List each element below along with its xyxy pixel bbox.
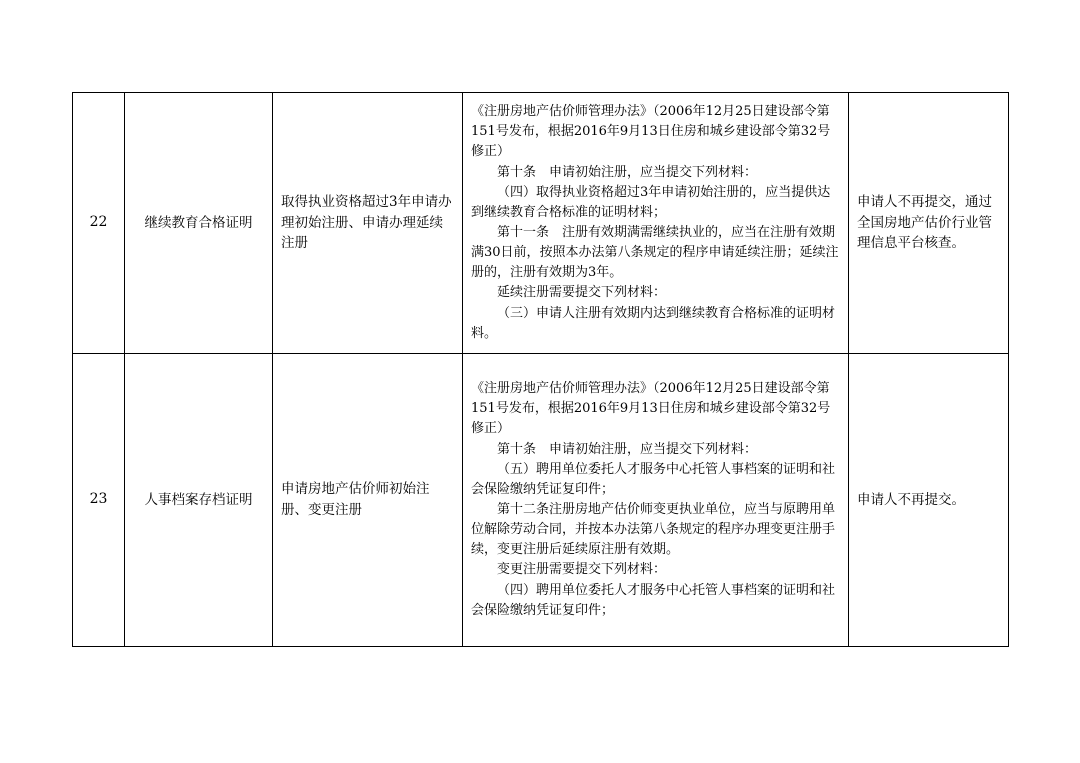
row-scene: 取得执业资格超过3年申请办理初始注册、申请办理延续注册 — [273, 93, 463, 354]
row-material-name: 人事档案存档证明 — [125, 354, 273, 647]
row-legal-basis — [463, 93, 849, 354]
row-index: 23 — [73, 354, 125, 647]
basis-paragraph: 第十一条 注册有效期满需继续执业的，应当在注册有效期满30日前，按照本办法第八条规定的程序申请延续注册；延续注册的，注册有效期为3年。 — [471, 225, 839, 281]
row-scene: 申请房地产估价师初始注册、变更注册 — [273, 354, 463, 647]
basis-paragraph: （三）申请人注册有效期内达到继续教育合格标准的证明材料。 — [471, 305, 836, 341]
basis-paragraph: 第十条 申请初始注册，应当提交下列材料： — [497, 441, 758, 457]
row-note: 申请人不再提交，通过全国房地产估价行业管理信息平台核查。 — [849, 93, 1009, 354]
table-row — [73, 354, 1009, 647]
basis-paragraph: （四）聘用单位委托人才服务中心托管人事档案的证明和社会保险缴纳凭证复印件； — [471, 582, 836, 618]
row-index: 22 — [73, 93, 125, 354]
row-material-name: 继续教育合格证明 — [125, 93, 273, 354]
table-row — [73, 93, 1009, 354]
row-note: 申请人不再提交。 — [849, 354, 1009, 647]
basis-paragraph: 《注册房地产估价师管理办法》（2006年12月25日建设部令第151号发布，根据2016年9月13日住房和城乡建设部令第32号修正） — [471, 381, 831, 437]
basis-paragraph: 变更注册需要提交下列材料： — [497, 562, 667, 578]
requirements-table — [72, 92, 1009, 647]
row-legal-basis — [463, 354, 849, 647]
basis-paragraph: （五）聘用单位委托人才服务中心托管人事档案的证明和社会保险缴纳凭证复印件； — [471, 461, 836, 497]
basis-paragraph: 第十二条注册房地产估价师变更执业单位，应当与原聘用单位解除劳动合同，并按本办法第八条规定的程序办理变更注册手续，变更注册后延续原注册有效期。 — [471, 502, 836, 558]
basis-paragraph: 第十条 申请初始注册，应当提交下列材料： — [497, 164, 758, 180]
basis-paragraph: 《注册房地产估价师管理办法》（2006年12月25日建设部令第151号发布，根据2016年9月13日住房和城乡建设部令第32号修正） — [471, 104, 831, 160]
basis-paragraph: 延续注册需要提交下列材料： — [497, 285, 667, 301]
basis-paragraph: （四）取得执业资格超过3年申请初始注册的，应当提供达到继续教育合格标准的证明材料； — [471, 184, 831, 220]
